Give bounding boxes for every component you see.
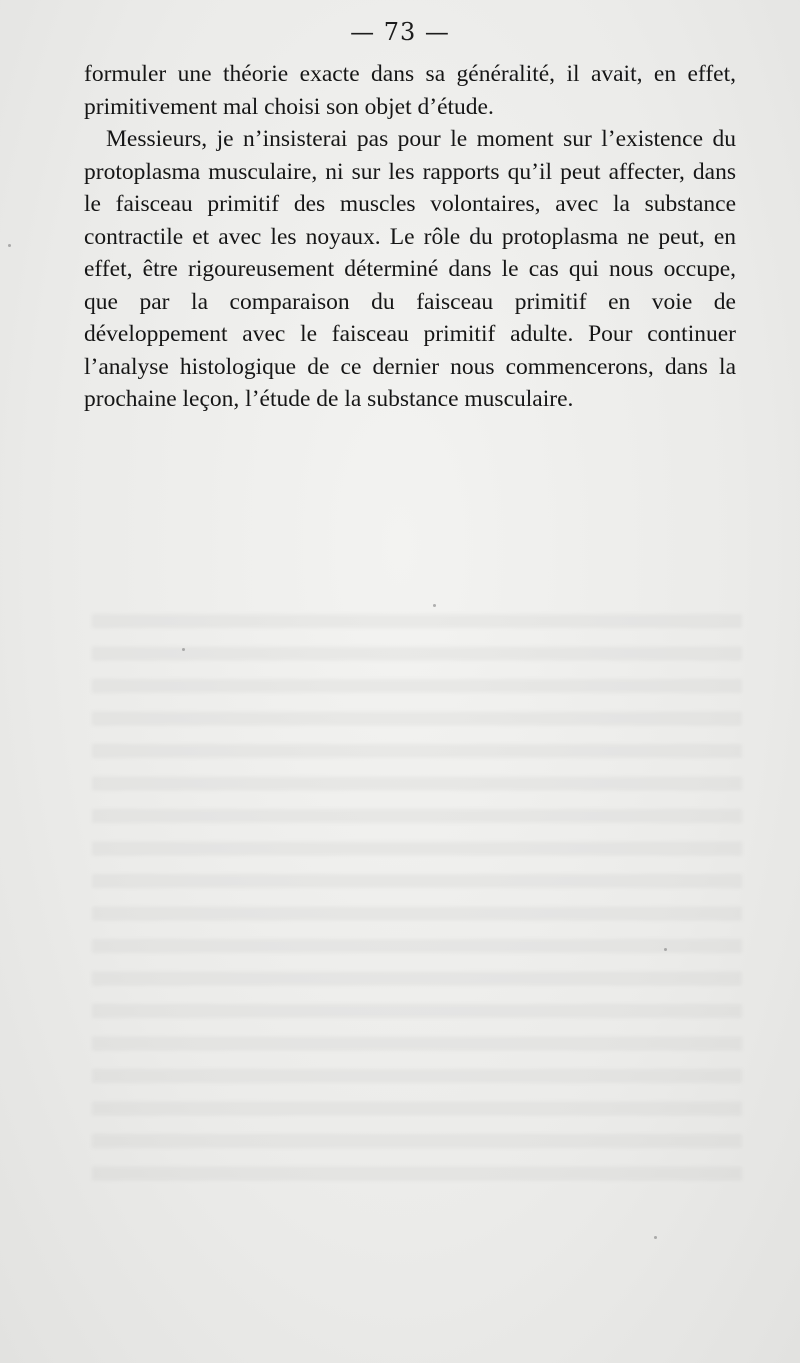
page-number: — 73 — bbox=[350, 18, 450, 46]
show-through-text bbox=[92, 598, 742, 1198]
paragraph-continuation: formuler une théorie exacte dans sa généralité, il avait, en effet, primitivement mal choisi son objet d’étude. bbox=[84, 61, 736, 120]
body-text bbox=[84, 58, 736, 416]
paragraph-messieurs: Messieurs, je n’insisterai pas pour le moment sur l’existence du protoplasma musculaire, ni sur les rapports qu’il peut affecter, dans le faisceau primitif des muscles volontaires, avec la substance contractile et avec les noyaux. Le rôle du protoplasma ne peut, en effet, être rigoureusement déterminé dans le cas qui nous occupe, que par la comparaison du faisceau primitif en voie de développement avec le faisceau primitif adulte. Pour continuer l’analyse histologique de ce dernier nous commencerons, dans la prochaine leçon, l’étude de la substance musculaire. bbox=[84, 126, 736, 412]
